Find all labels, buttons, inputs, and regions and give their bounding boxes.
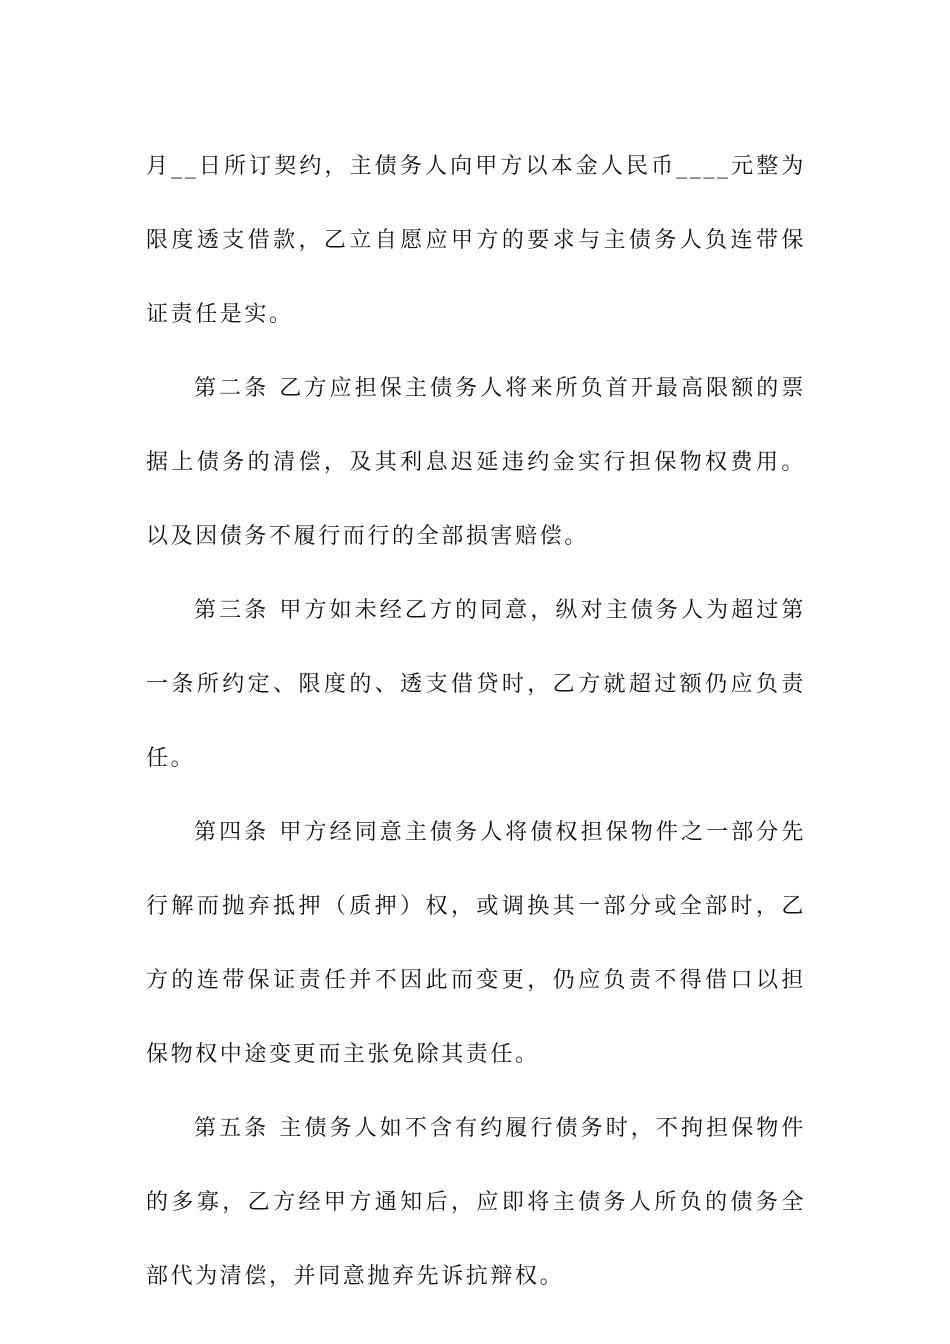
- paragraph-article-4: 第四条 甲方经同意主债务人将债权担保物件之一部分先行解而抛弃抵押（质押）权，或调换其一部分或全部时，乙方的连带保证责任并不因此而变更，仍应负责不得借口以担保物权中途变更而主张免除其责任。: [146, 820, 806, 1067]
- paragraph-continuation: 月__日所订契约，主债务人向甲方以本金人民币____元整为限度透支借款，乙立自愿应甲方的要求与主债务人负连带保证责任是实。: [146, 154, 806, 327]
- paragraph-article-3: 第三条 甲方如未经乙方的同意，纵对主债务人为超过第一条所约定、限度的、透支借贷时，乙方就超过额仍应负责任。: [146, 598, 806, 771]
- paragraph-article-5: 第五条 主债务人如不含有约履行债务时，不拘担保物件的多寡，乙方经甲方通知后，应即将主债务人所负的债务全部代为清偿，并同意抛弃先诉抗辩权。: [146, 1116, 806, 1289]
- document-body: [146, 130, 806, 1314]
- paragraph-article-2: 第二条 乙方应担保主债务人将来所负首开最高限额的票据上债务的清偿，及其利息迟延违约金实行担保物权费用。以及因债务不履行而行的全部损害赔偿。: [146, 376, 806, 549]
